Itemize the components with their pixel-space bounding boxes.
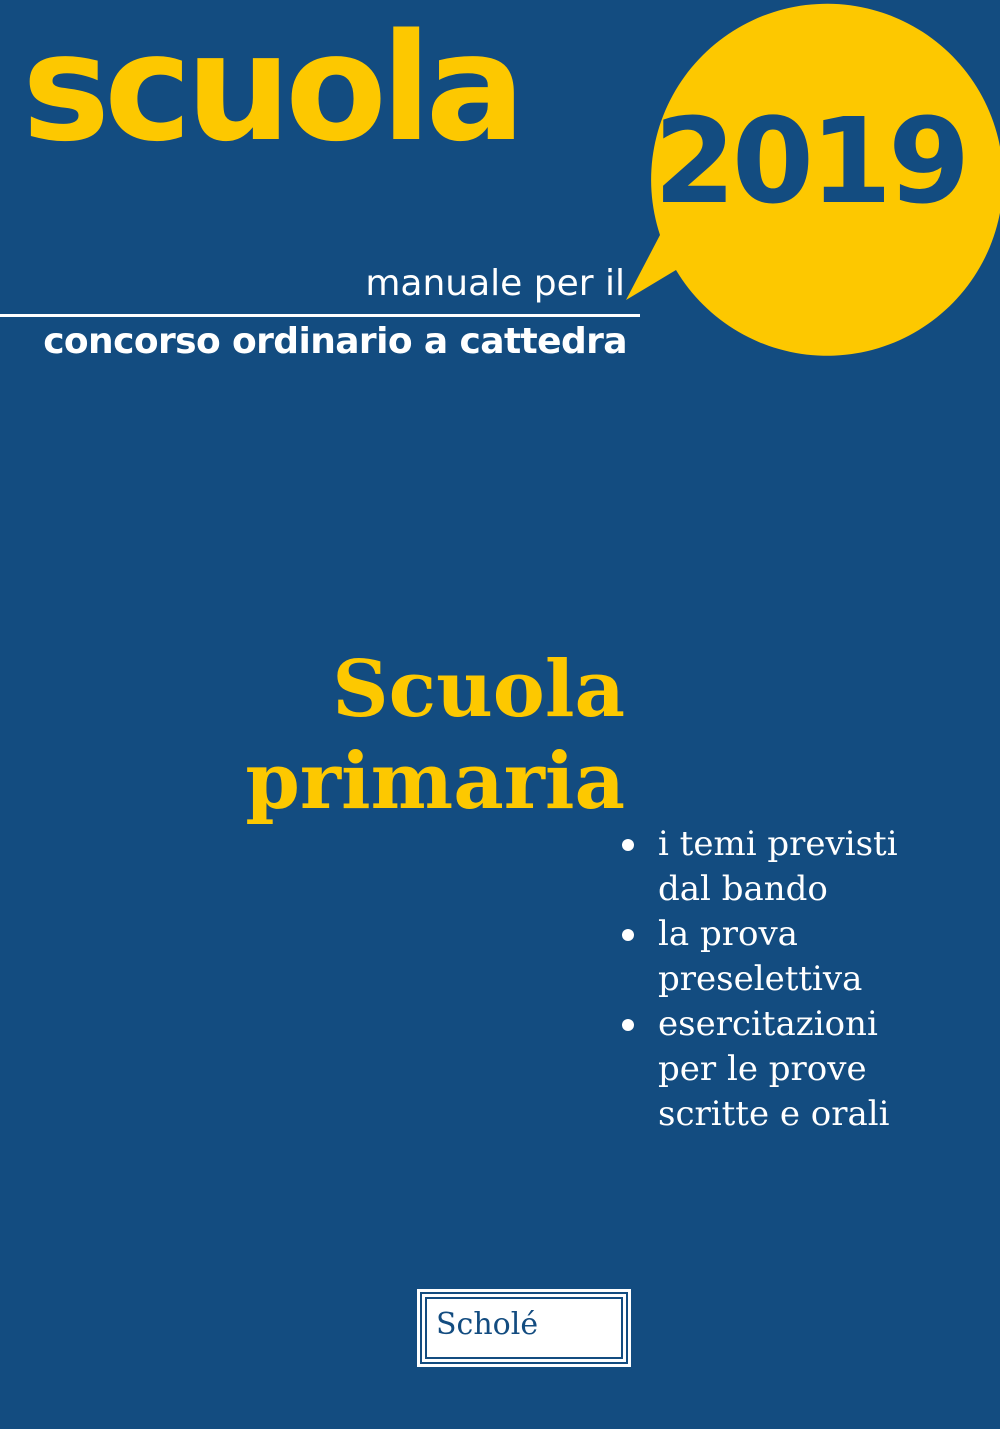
bullet-icon <box>622 839 634 851</box>
topic-item <box>618 912 988 1002</box>
subject-title-line: Scuola <box>332 644 625 735</box>
topic-line: per le prove <box>658 1049 867 1089</box>
bullet-icon <box>622 929 634 941</box>
subtitle-manual: manuale per il <box>365 263 625 304</box>
topic-line: la prova <box>658 914 798 954</box>
topic-item <box>618 822 988 912</box>
topic-line: i temi previsti <box>658 824 898 864</box>
edition-year: 2019 <box>653 92 967 230</box>
topic-item <box>618 1002 988 1137</box>
publisher-name: Scholé <box>436 1307 539 1342</box>
subject-title <box>245 644 625 828</box>
divider-line <box>0 314 640 317</box>
brand-title: scuola <box>22 2 520 174</box>
topic-line: esercitazioni <box>658 1004 878 1044</box>
topics-list <box>618 822 988 1137</box>
subject-title-line: primaria <box>245 736 625 827</box>
topic-line: preselettiva <box>658 959 863 999</box>
topic-line: scritte e orali <box>658 1094 890 1134</box>
publisher-logo <box>420 1292 628 1364</box>
bullet-icon <box>622 1019 634 1031</box>
topic-line: dal bando <box>658 869 828 909</box>
subtitle-contest: concorso ordinario a cattedra <box>43 321 627 362</box>
